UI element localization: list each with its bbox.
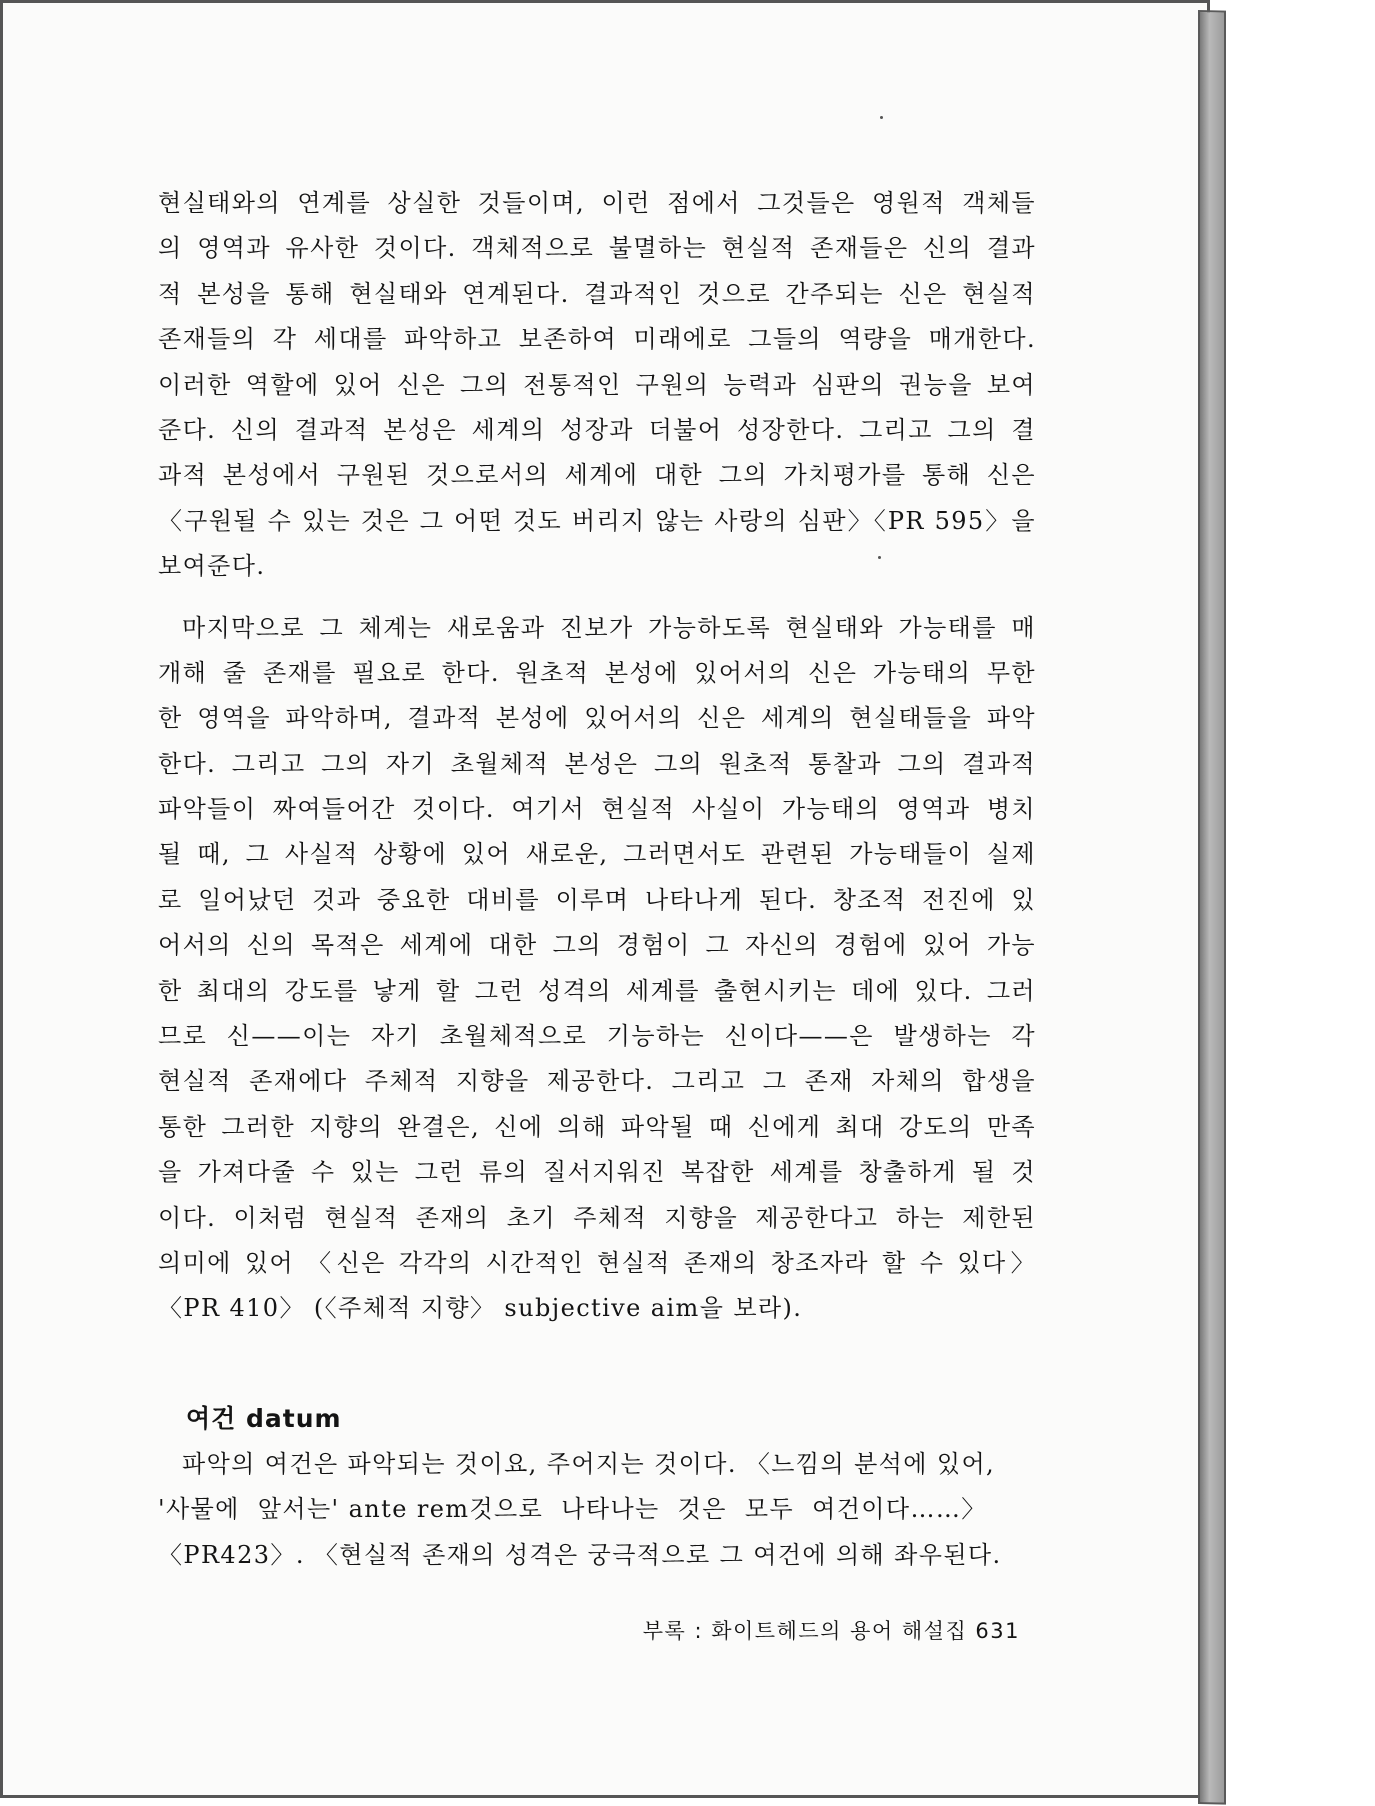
text-line: 보여준다. [158,552,266,581]
text-line: 한 영역을 파악하며, 결과적 본성에 있어서의 신은 세계의 현실태들을 파악 [158,704,1036,733]
text-line: 개해 줄 존재를 필요로 한다. 원초적 본성에 있어서의 신은 가능태의 무한 [158,658,1036,687]
text-line: 현실적 존재에다 주체적 지향을 제공한다. 그리고 그 존재 자체의 합생을 [158,1067,1036,1096]
print-speck [880,116,883,119]
text-line: 존재들의 각 세대를 파악하고 보존하여 미래에로 그들의 역량을 매개한다. [158,325,1036,354]
text-line: 로 일어났던 것과 중요한 대비를 이루며 나타나게 된다. 창조적 전진에 있 [158,885,1036,914]
paragraph [158,181,1036,590]
glossary-entry-heading: 여건 datum [186,1404,342,1433]
text-line: 〈PR 410〉 (〈주체적 지향〉 subjective aim을 보라). [158,1294,803,1323]
text-line: 파악들이 짜여들어간 것이다. 여기서 현실적 사실이 가능태의 영역과 병치 [158,795,1036,824]
page-stack-edge [1198,10,1226,1805]
text-line: 통한 그러한 지향의 완결은, 신에 의해 파악될 때 신에게 최대 강도의 만족 [158,1112,1036,1141]
text-line: 과적 본성에서 구원된 것으로서의 세계에 대한 그의 가치평가를 통해 신은 [158,461,1036,490]
glossary-entry-text [158,1442,1036,1578]
text-line: 파악의 여건은 파악되는 것이요, 주어지는 것이다. 〈느낌의 분석에 있어, [182,1450,996,1478]
text-line: '사물에 앞서는' ante rem것으로 나타나는 것은 모두 여건이다……〉 [158,1495,987,1524]
text-line: 현실태와의 연계를 상실한 것들이며, 이런 점에서 그것들은 영원적 객체들 [158,189,1036,217]
text-line: 〈PR423〉. 〈현실적 존재의 성격은 궁극적으로 그 여건에 의해 좌우된다. [158,1540,1002,1569]
text-line: 을 가져다줄 수 있는 그런 류의 질서지워진 복잡한 세계를 창출하게 될 것 [158,1158,1036,1187]
text-line: 준다. 신의 결과적 본성은 세계의 성장과 더불어 성장한다. 그리고 그의 결 [158,415,1036,444]
text-line: 이다. 이처럼 현실적 존재의 초기 주체적 지향을 제공한다고 하는 제한된 [158,1203,1036,1232]
text-line: 한다. 그리고 그의 자기 초월체적 본성은 그의 원초적 통찰과 그의 결과적 [158,749,1036,778]
text-line: 어서의 신의 목적은 세계에 대한 그의 경험이 그 자신의 경험에 있어 가능 [158,931,1036,960]
text-line: 적 본성을 통해 현실태와 연계된다. 결과적인 것으로 간주되는 신은 현실적 [158,279,1036,308]
text-line: 한 최대의 강도를 낳게 할 그런 성격의 세계를 출현시키는 데에 있다. 그러 [158,976,1036,1005]
text-line: 마지막으로 그 체계는 새로움과 진보가 가능하도록 현실태와 가능태를 매 [182,613,1036,642]
text-line: 의 영역과 유사한 것이다. 객체적으로 불멸하는 현실적 존재들은 신의 결과 [158,234,1036,263]
text-line: 이러한 역할에 있어 신은 그의 전통적인 구원의 능력과 심판의 권능을 보여 [158,370,1036,399]
body-text [158,181,1036,1348]
text-line: 므로 신——이는 자기 초월체적으로 기능하는 신이다——은 발생하는 각 [158,1022,1036,1051]
paragraph [158,606,1036,1332]
text-line: 〈구원될 수 있는 것은 그 어떤 것도 버리지 않는 사랑의 심판〉〈PR 595〉을 [158,506,1036,535]
text-line: 의미에 있어 〈신은 각각의 시간적인 현실적 존재의 창조자라 할 수 있다〉 [158,1248,1036,1277]
text-line: 될 때, 그 사실적 상황에 있어 새로운, 그러면서도 관련된 가능태들이 실제 [158,840,1036,869]
running-footer: 부록 : 화이트헤드의 용어 해설집 631 [642,1619,1020,1643]
